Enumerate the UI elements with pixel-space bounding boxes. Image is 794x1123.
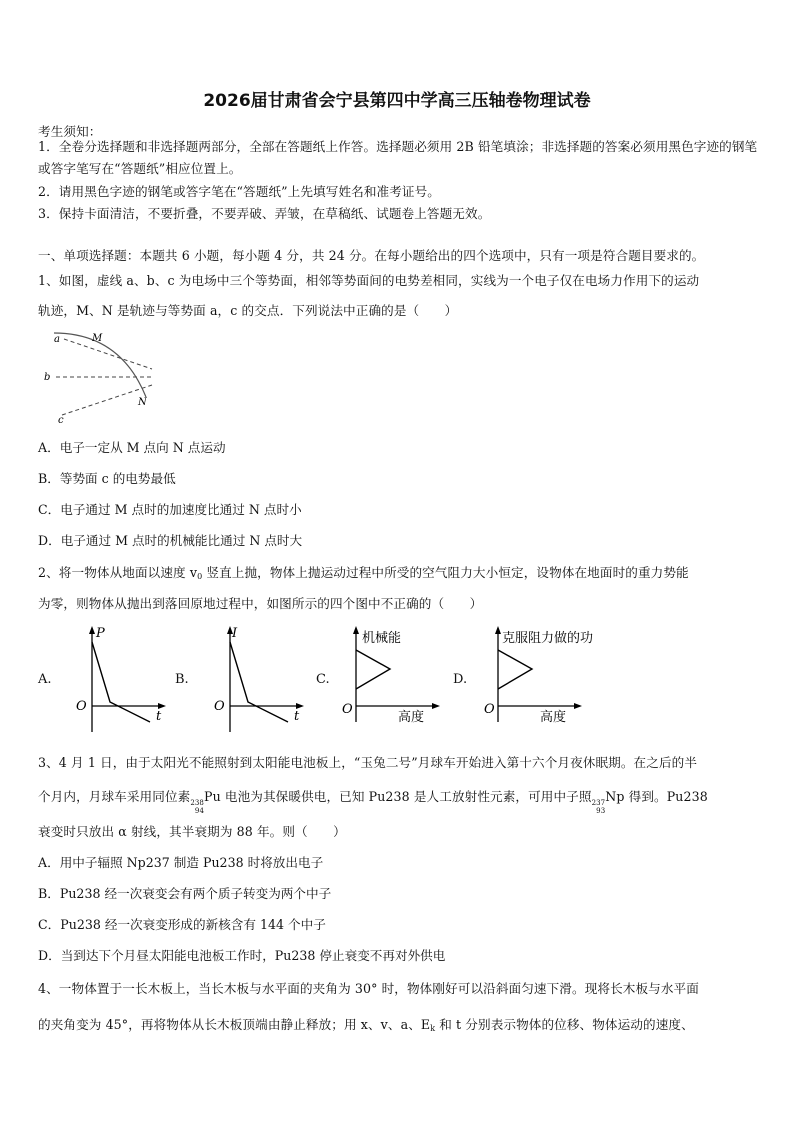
q3-text-a: 个月内，月球车采用同位素	[38, 789, 191, 804]
graph-a-ylabel: P	[96, 626, 105, 641]
isotope-pu-numbers	[190, 799, 204, 815]
pu-symbol: Pu	[204, 789, 221, 804]
q2-text-b: 竖直上抛，物体上抛运动过程中所受的空气阻力大小恒定，设物体在地面时的重力势能	[202, 565, 689, 580]
pu-atomic-number: 94	[194, 807, 204, 815]
graph-d-ylabel: 克服阻力做的功	[502, 631, 594, 646]
question-3-line-1: 3、4 月 1 日，由于太阳光不能照射到太阳能电池板上，“玉兔二号”月球车开始进入第十六个月夜休眠期。在之后的半	[38, 755, 698, 770]
question-3-line-2	[38, 786, 760, 815]
question-1-option-c: C．电子通过 M 点时的加速度比通过 N 点时小	[38, 502, 302, 517]
question-3-option-c: C．Pu238 经一次衰变形成的新核含有 144 个中子	[38, 917, 326, 932]
question-3-line-3: 衰变时只放出 α 射线，其半衰期为 88 年。则（ ）	[38, 824, 346, 839]
q4-text-b: 和 t 分别表示物体的位移、物体运动的速度、	[435, 1017, 694, 1032]
np-symbol: Np	[605, 789, 625, 804]
graph-a-xlabel: t	[156, 709, 162, 724]
graph-d-xlabel: 高度	[540, 710, 567, 725]
graph-d-origin: O	[484, 702, 495, 717]
graph-c-xlabel: 高度	[398, 710, 425, 725]
question-1-option-d: D．电子通过 M 点时的机械能比通过 N 点时大	[38, 533, 303, 548]
graph-b-xlabel: t	[294, 709, 300, 724]
label-a: a	[54, 334, 60, 345]
q3-text-c: 得到。Pu238	[624, 789, 708, 804]
question-3-option-d: D．当到达下个月昼太阳能电池板工作时，Pu238 停止衰变不再对外供电	[38, 948, 446, 963]
question-1-option-a: A．电子一定从 M 点向 N 点运动	[38, 440, 226, 455]
notice-item-1: 1．全卷分选择题和非选择题两部分，全部在答题纸上作答。选择题必须用 2B 铅笔填涂；非选择题的答案必须用黑色字迹的钢笔或答字笔写在“答题纸”相应位置上。	[38, 139, 758, 176]
graph-c	[336, 622, 451, 727]
pu-mass-number: 238	[190, 799, 204, 807]
question-1-option-b: B．等势面 c 的电势最低	[38, 471, 176, 486]
isotope-np-numbers	[592, 799, 606, 815]
np-atomic-number: 93	[596, 807, 606, 815]
q3-text-b: 电池为其保暖供电，已知 Pu238 是人工放射性元素，可用中子照	[220, 789, 592, 804]
graph-b-letter: B.	[175, 672, 189, 687]
label-c: c	[58, 415, 64, 426]
label-M: M	[92, 333, 103, 344]
label-N: N	[138, 397, 147, 408]
exam-title: 2026届甘肃省会宁县第四中学高三压轴卷物理试卷	[203, 91, 591, 111]
notice-item-3: 3．保持卡面清洁，不要折叠，不要弄破、弄皱，在草稿纸、试题卷上答题无效。	[38, 206, 491, 221]
graph-d	[478, 622, 638, 727]
graph-b	[208, 622, 318, 737]
equipotential-figure	[40, 325, 170, 430]
graph-d-letter: D.	[453, 672, 468, 687]
graph-c-letter: C.	[316, 672, 330, 687]
question-2-line-2: 为零，则物体从抛出到落回原地过程中，如图所示的四个图中不正确的（ ）	[38, 596, 483, 611]
q4-text-a: 的夹角变为 45°，再将物体从长木板顶端由静止释放；用 x、v、a、E	[38, 1017, 431, 1032]
q2-text-a: 2、将一物体从地面以速度 v	[38, 565, 198, 580]
q4-subscript: k	[430, 1024, 436, 1033]
section-heading: 一、单项选择题：本题共 6 小题，每小题 4 分，共 24 分。在每小题给出的四个选项中，只有一项是符合题目要求的。	[38, 248, 705, 263]
notice-heading: 考生须知：	[38, 124, 102, 139]
label-b: b	[44, 372, 51, 383]
question-4-line-1: 4、一物体置于一长木板上，当长木板与水平面的夹角为 30° 时，物体刚好可以沿斜面匀速下滑。现将长木板与水平面	[38, 981, 699, 996]
question-2-line-1	[38, 562, 760, 581]
np-mass-number: 237	[591, 799, 606, 807]
graph-a-origin: O	[76, 699, 87, 714]
question-3-option-b: B．Pu238 经一次衰变会有两个质子转变为两个中子	[38, 886, 332, 901]
question-4-line-2	[38, 1014, 760, 1033]
notice-item-2: 2．请用黑色字迹的钢笔或答字笔在“答题纸”上先填写姓名和准考证号。	[38, 184, 441, 199]
question-1-line-2: 轨迹，M、N 是轨迹与等势面 a，c 的交点．下列说法中正确的是（ ）	[38, 303, 458, 318]
equipotential-line-a	[64, 339, 152, 369]
question-3-option-a: A．用中子辐照 Np237 制造 Pu238 时将放出电子	[38, 855, 324, 870]
graph-c-ylabel: 机械能	[362, 631, 402, 646]
graph-a	[70, 622, 180, 737]
graph-b-ylabel: I	[232, 626, 238, 641]
q2-subscript: 0	[197, 572, 203, 581]
question-1-line-1: 1、如图，虚线 a、b、c 为电场中三个等势面，相邻等势面间的电势差相同，实线为一个电子仅在电场力作用下的运动	[38, 273, 700, 288]
graph-b-origin: O	[214, 699, 225, 714]
graph-a-letter: A.	[38, 672, 52, 687]
graph-c-origin: O	[342, 702, 353, 717]
